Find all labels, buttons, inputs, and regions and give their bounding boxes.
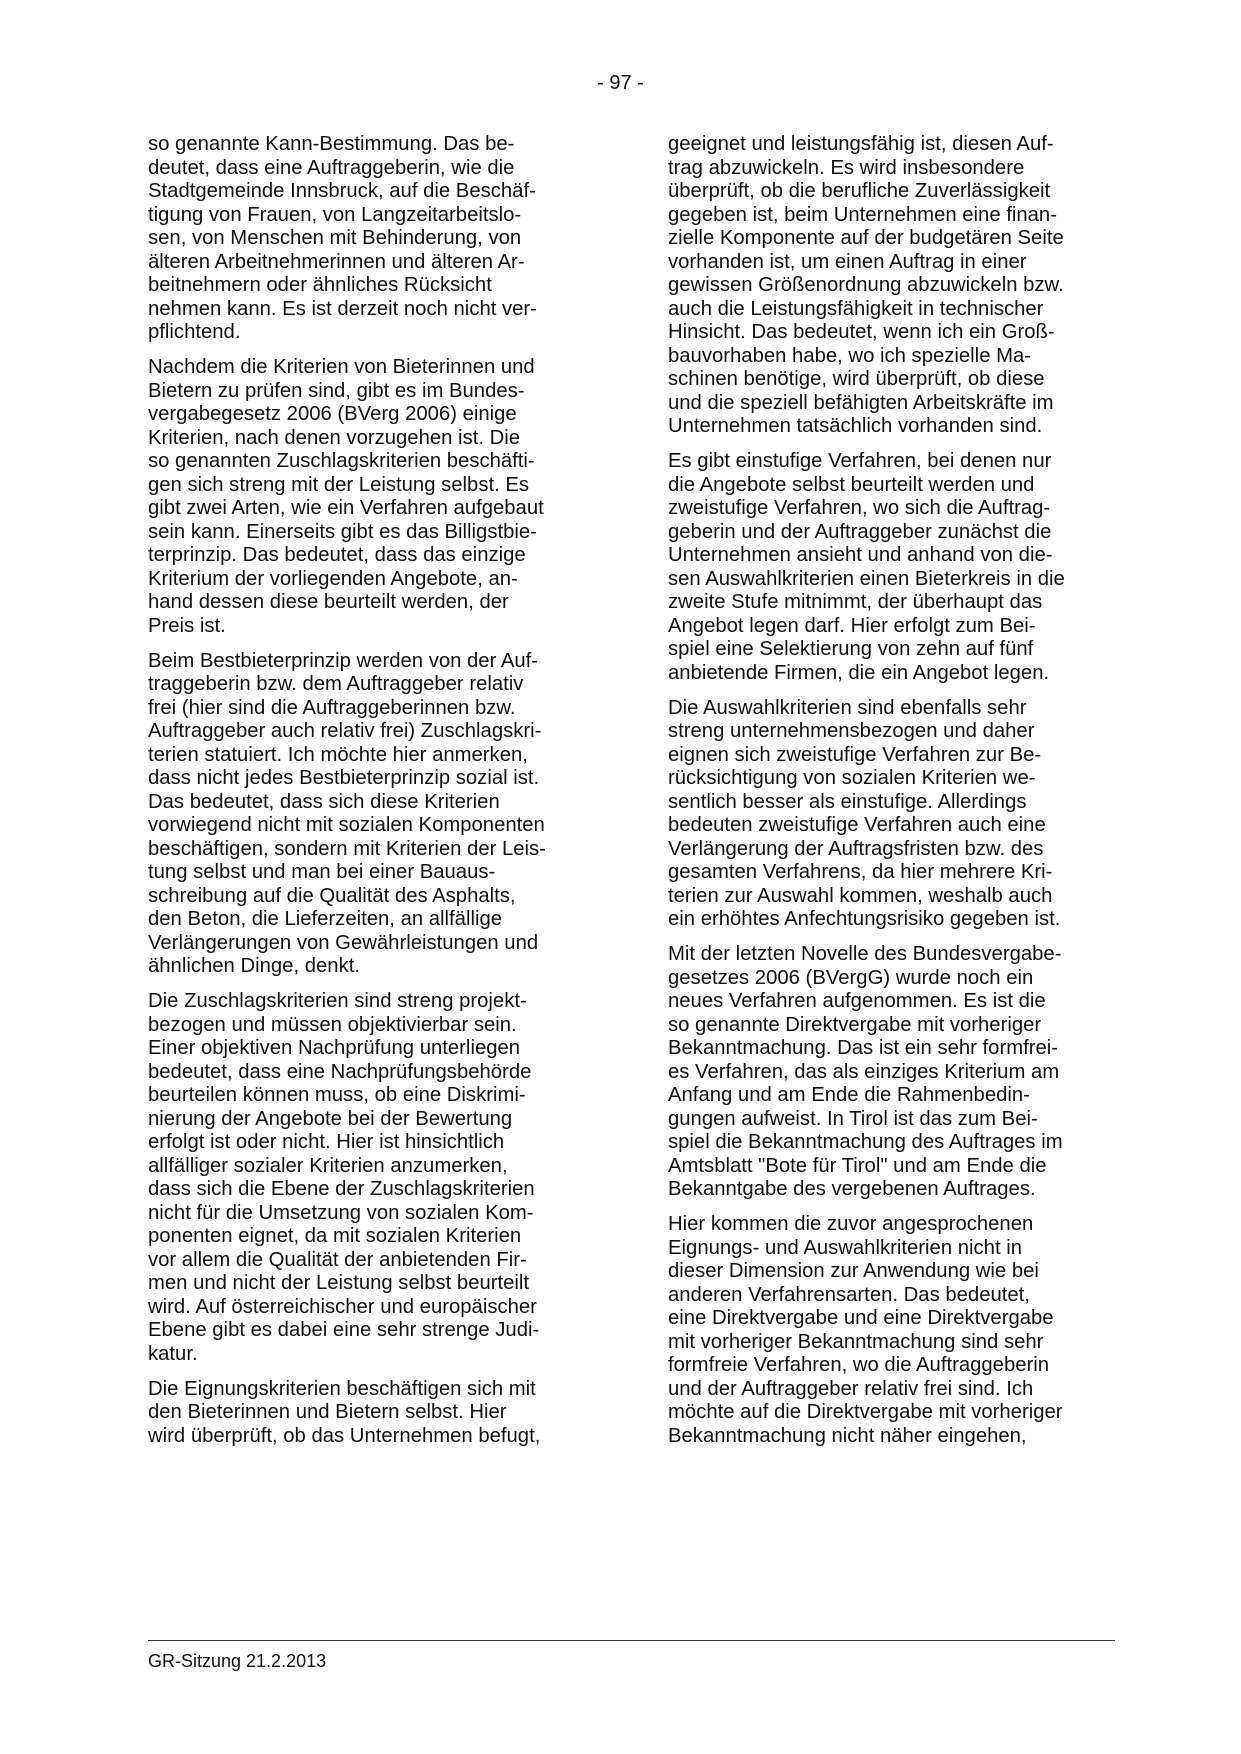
text-line: gungen aufweist. In Tirol ist das zum Bei- [668, 1107, 1038, 1130]
text-line: spiel die Bekanntmachung des Auftrages im [668, 1131, 1063, 1154]
text-line: zweite Stufe mitnimmt, der überhaupt das [668, 591, 1043, 614]
text-line: terien statuiert. Ich möchte hier anmerken, [148, 743, 528, 766]
paragraph [668, 697, 1138, 932]
paragraph [668, 1213, 1138, 1448]
text-line: trag abzuwickeln. Es wird insbesondere [668, 156, 1025, 179]
text-line: Beim Bestbieterprinzip werden von der Auf- [148, 649, 539, 672]
paragraph [148, 356, 618, 638]
text-line: dieser Dimension zur Anwendung wie bei [668, 1260, 1039, 1283]
text-line: Es gibt einstufige Verfahren, bei denen nur [668, 450, 1052, 473]
text-line: und der Auftraggeber relativ frei sind. Ich [668, 1377, 1034, 1400]
text-line: geberin und der Auftraggeber zunächst die [668, 520, 1052, 543]
text-line: auch die Leistungsfähigkeit in technischer [668, 297, 1044, 320]
text-line: sein kann. Einerseits gibt es das Billigstbie- [148, 520, 537, 543]
footer-divider [148, 1640, 1115, 1641]
paragraph [148, 133, 618, 345]
text-line: überprüft, ob die berufliche Zuverlässigkeit [668, 180, 1051, 202]
text-line: beitnehmern oder ähnliches Rücksicht [148, 274, 492, 296]
text-line: Die Eignungskriterien beschäftigen sich mit [148, 1377, 536, 1400]
text-line: zweistufige Verfahren, wo sich die Auftrag- [668, 497, 1051, 520]
text-line: den Beton, die Lieferzeiten, an allfällige [148, 908, 503, 931]
text-line: dass sich die Ebene der Zuschlagskriterien [148, 1178, 535, 1201]
page-number: - 97 - [597, 72, 644, 94]
text-line: geeignet und leistungsfähig ist, diesen Auf- [668, 133, 1054, 155]
text-line: katur. [148, 1342, 198, 1365]
text-line: die Angebote selbst beurteilt werden und [668, 473, 1035, 496]
text-line: pflichtend. [148, 321, 241, 343]
text-line: dass nicht jedes Bestbieterprinzip sozial ist. [148, 767, 540, 790]
text-line: frei (hier sind die Auftraggeberinnen bzw. [148, 696, 516, 719]
text-line: schreibung auf die Qualität des Asphalts, [148, 884, 516, 907]
text-line: gesamten Verfahrens, da hier mehrere Kri- [668, 861, 1053, 884]
text-line: Bekanntmachung. Das ist ein sehr formfrei- [668, 1037, 1059, 1060]
text-line: nicht für die Umsetzung von sozialen Kom- [148, 1201, 534, 1224]
text-line: gegeben ist, beim Unternehmen eine finan- [668, 203, 1057, 226]
text-line: Hier kommen die zuvor angesprochenen [668, 1213, 1034, 1236]
text-line: wird. Auf österreichischer und europäischer [148, 1295, 537, 1318]
left-column [148, 133, 618, 1460]
text-line: allfälliger sozialer Kriterien anzumerken, [148, 1154, 508, 1177]
text-line: Verlängerungen von Gewährleistungen und [148, 931, 539, 954]
text-line: men und nicht der Leistung selbst beurteilt [148, 1272, 530, 1295]
text-line: so genannte Kann-Bestimmung. Das be- [148, 133, 515, 155]
text-line: neues Verfahren aufgenommen. Es ist die [668, 990, 1046, 1013]
text-line: und die speziell befähigten Arbeitskräfte im [668, 391, 1054, 414]
text-line: so genannten Zuschlagskriterien beschäfti- [148, 450, 535, 473]
text-line: beschäftigen, sondern mit Kriterien der Leis- [148, 837, 546, 860]
text-line: anbietende Firmen, die ein Angebot legen. [668, 661, 1050, 684]
text-line: beurteilen können muss, ob eine Diskrimi- [148, 1084, 526, 1107]
text-line: gen sich streng mit der Leistung selbst. Es [148, 473, 530, 496]
text-line: terien zur Auswahl kommen, weshalb auch [668, 884, 1053, 907]
text-line: bedeuten zweistufige Verfahren auch eine [668, 814, 1046, 837]
text-line: Bekanntmachung nicht näher eingehen, [668, 1424, 1027, 1447]
text-line: Die Auswahlkriterien sind ebenfalls sehr [668, 696, 1027, 719]
text-line: bauvorhaben habe, wo ich spezielle Ma- [668, 344, 1032, 367]
text-line: Mit der letzten Novelle des Bundesvergabe- [668, 943, 1062, 966]
text-line: Unternehmen ansieht und anhand von die- [668, 544, 1053, 567]
text-line: spiel eine Selektierung von zehn auf fünf [668, 638, 1034, 661]
text-line: wird überprüft, ob das Unternehmen befugt, [148, 1424, 541, 1447]
text-line: deutet, dass eine Auftraggeberin, wie die [148, 156, 515, 179]
paragraph [668, 943, 1138, 1202]
text-line: Die Zuschlagskriterien sind streng projekt- [148, 990, 527, 1013]
text-line: streng unternehmensbezogen und daher [668, 720, 1035, 743]
paragraph [668, 450, 1138, 685]
paragraph [668, 133, 1138, 439]
text-line: möchte auf die Direktvergabe mit vorheriger [668, 1401, 1063, 1424]
text-line: mit vorheriger Bekanntmachung sind sehr [668, 1330, 1044, 1353]
text-line: Angebot legen darf. Hier erfolgt zum Bei- [668, 614, 1036, 637]
text-line: Amtsblatt "Bote für Tirol" und am Ende die [668, 1154, 1047, 1177]
text-line: sentlich besser als einstufige. Allerdings [668, 790, 1027, 813]
text-line: terprinzip. Das bedeutet, dass das einzige [148, 544, 526, 567]
text-line: tigung von Frauen, von Langzeitarbeitslo- [148, 203, 522, 226]
text-line: Unternehmen tatsächlich vorhanden sind. [668, 415, 1043, 437]
text-line: Anfang und am Ende die Rahmenbedin- [668, 1084, 1030, 1107]
text-line: Preis ist. [148, 614, 226, 637]
text-line: nehmen kann. Es ist derzeit noch nicht ver- [148, 297, 537, 320]
paragraph [148, 990, 618, 1366]
text-line: tung selbst und man bei einer Bauaus- [148, 861, 496, 884]
text-line: ein erhöhtes Anfechtungsrisiko gegeben ist. [668, 908, 1061, 931]
text-line: formfreie Verfahren, wo die Auftraggeberin [668, 1354, 1050, 1377]
text-line: ponenten eignet, da mit sozialen Kriterien [148, 1225, 522, 1248]
text-line: sen Auswahlkriterien einen Bieterkreis in die [668, 567, 1065, 590]
text-line: Eignungs- und Auswahlkriterien nicht in [668, 1236, 1023, 1259]
text-line: vor allem die Qualität der anbietenden Fir- [148, 1248, 527, 1271]
text-line: Ebene gibt es dabei eine sehr strenge Judi- [148, 1319, 540, 1342]
text-line: vergabegesetz 2006 (BVerg 2006) einige [148, 403, 517, 426]
text-line: bezogen und müssen objektivierbar sein. [148, 1013, 517, 1036]
text-line: rücksichtigung von sozialen Kriterien we- [668, 767, 1036, 790]
text-line: Das bedeutet, dass sich diese Kriterien [148, 790, 500, 813]
text-line: gewissen Größenordnung abzuwickeln bzw. [668, 274, 1064, 296]
text-line: zielle Komponente auf der budgetären Seite [668, 227, 1064, 249]
text-line: Stadtgemeinde Innsbruck, auf die Beschäf- [148, 180, 536, 202]
text-line: Auftraggeber auch relativ frei) Zuschlagskri- [148, 720, 542, 743]
text-line: erfolgt ist oder nicht. Hier ist hinsichtlich [148, 1131, 505, 1154]
paragraph [148, 1378, 618, 1449]
text-line: gibt zwei Arten, wie ein Verfahren aufgebaut [148, 497, 544, 520]
text-line: traggeberin bzw. dem Auftraggeber relativ [148, 673, 524, 696]
text-line: Nachdem die Kriterien von Bieterinnen und [148, 356, 535, 379]
right-column [668, 133, 1138, 1460]
text-line: eignen sich zweistufige Verfahren zur Be- [668, 743, 1042, 766]
text-line: ähnlichen Dinge, denkt. [148, 955, 360, 978]
footer-session-date: GR-Sitzung 21.2.2013 [148, 1651, 327, 1671]
text-line: Hinsicht. Das bedeutet, wenn ich ein Groß- [668, 321, 1055, 343]
text-line: vorhanden ist, um einen Auftrag in einer [668, 250, 1027, 273]
text-line: Bekanntgabe des vergebenen Auftrages. [668, 1178, 1036, 1201]
text-line: den Bieterinnen und Bietern selbst. Hier [148, 1401, 507, 1424]
text-line: Einer objektiven Nachprüfung unterliegen [148, 1037, 521, 1060]
text-line: es Verfahren, das als einziges Kriterium am [668, 1060, 1060, 1083]
text-line: gesetzes 2006 (BVergG) wurde noch ein [668, 966, 1034, 989]
text-line: älteren Arbeitnehmerinnen und älteren Ar- [148, 250, 525, 273]
text-line: Kriterien, nach denen vorzugehen ist. Die [148, 426, 521, 449]
paragraph [148, 650, 618, 979]
text-line: Kriterium der vorliegenden Angebote, an- [148, 567, 518, 590]
text-line: so genannte Direktvergabe mit vorheriger [668, 1013, 1042, 1036]
text-line: schinen benötige, wird überprüft, ob diese [668, 368, 1045, 390]
text-line: hand dessen diese beurteilt werden, der [148, 591, 509, 614]
text-line: Bietern zu prüfen sind, gibt es im Bundes- [148, 379, 525, 402]
text-line: anderen Verfahrensarten. Das bedeutet, [668, 1283, 1030, 1306]
text-line: nierung der Angebote bei der Bewertung [148, 1107, 513, 1130]
text-line: eine Direktvergabe und eine Direktvergabe [668, 1307, 1054, 1330]
text-line: sen, von Menschen mit Behinderung, von [148, 227, 522, 249]
text-line: vorwiegend nicht mit sozialen Komponenten [148, 814, 545, 837]
text-line: Verlängerung der Auftragsfristen bzw. des [668, 837, 1044, 860]
text-line: bedeutet, dass eine Nachprüfungsbehörde [148, 1060, 532, 1083]
